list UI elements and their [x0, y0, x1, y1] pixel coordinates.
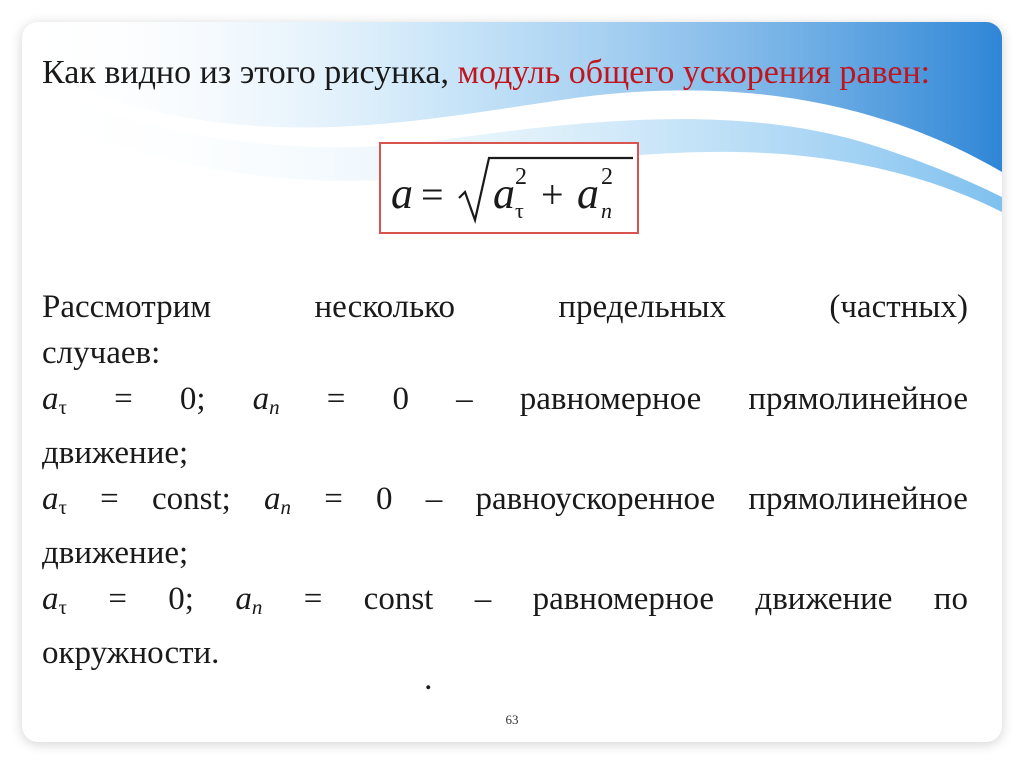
intro-end-line — [42, 330, 968, 376]
case3-line — [42, 576, 968, 630]
case2-end-line — [42, 530, 968, 576]
intro-word: Рассмотрим — [42, 289, 212, 325]
page-number: 63 — [505, 712, 519, 727]
case1-var2: $a_n$ — [252, 381, 280, 419]
term1-base: a — [493, 169, 515, 218]
case3-end: окружности. — [42, 635, 220, 671]
case2-word: прямолинейное — [748, 481, 968, 517]
formula-plus: + — [541, 172, 564, 217]
case3-val1: 0; — [168, 581, 194, 617]
case1-end: движение; — [42, 435, 189, 471]
case1-end-line — [42, 430, 968, 476]
slide — [22, 22, 1002, 742]
case2-line — [42, 476, 968, 530]
body-text — [42, 284, 968, 676]
case2-dash: – — [425, 481, 443, 517]
formula-lhs: a — [391, 169, 413, 218]
case1-val1: 0; — [179, 381, 206, 417]
intro-word: (частных) — [829, 289, 968, 325]
intro-word: предельных — [558, 289, 727, 325]
case2-var2: $a_n$ — [264, 481, 292, 519]
title-highlight: модуль общего ускорения равен: — [457, 54, 931, 91]
term1-sup: 2 — [515, 164, 527, 190]
case1-word: равномерное — [519, 381, 702, 417]
case2-end: движение; — [42, 535, 189, 571]
case1-var1: $a_\tau$ — [42, 381, 67, 419]
intro-word: несколько — [314, 289, 456, 325]
term2-base: a — [577, 169, 599, 218]
term2-sup: 2 — [601, 164, 613, 190]
case1-dash: – — [456, 381, 473, 417]
intro-end: случаев: — [42, 335, 161, 371]
case3-word: равномерное — [532, 581, 715, 617]
case2-val2: 0 — [376, 481, 393, 517]
case3-end-line — [42, 630, 968, 676]
case3-var1: $a_\tau$ — [42, 581, 67, 619]
case2-eq2: = — [324, 481, 343, 517]
slide-title — [42, 48, 992, 98]
case1-line — [42, 376, 968, 430]
case3-eq2: = — [303, 581, 323, 617]
case3-var2: $a_n$ — [235, 581, 263, 619]
formula-equals: = — [421, 172, 444, 217]
formula-box — [379, 142, 639, 234]
intro-line — [42, 284, 968, 330]
case3-val2: const — [363, 581, 434, 617]
case3-dash: – — [474, 581, 492, 617]
title-normal: Как видно из этого рисунка, — [42, 54, 458, 91]
acceleration-formula — [381, 144, 637, 232]
case1-eq2: = — [326, 381, 346, 417]
case2-eq1: = — [100, 481, 119, 517]
stray-dot: . — [424, 660, 433, 697]
case3-word: по — [933, 581, 968, 617]
case2-val1: const; — [151, 481, 231, 517]
term1-sub: τ — [515, 198, 524, 223]
case2-var1: $a_\tau$ — [42, 481, 67, 519]
case2-word: равноускоренное — [475, 481, 716, 517]
case1-eq1: = — [114, 381, 133, 417]
case3-word: движение — [755, 581, 893, 617]
case3-eq1: = — [108, 581, 127, 617]
term2-sub: n — [601, 198, 612, 223]
case1-word: прямолинейное — [748, 381, 968, 417]
case1-val2: 0 — [392, 381, 409, 417]
